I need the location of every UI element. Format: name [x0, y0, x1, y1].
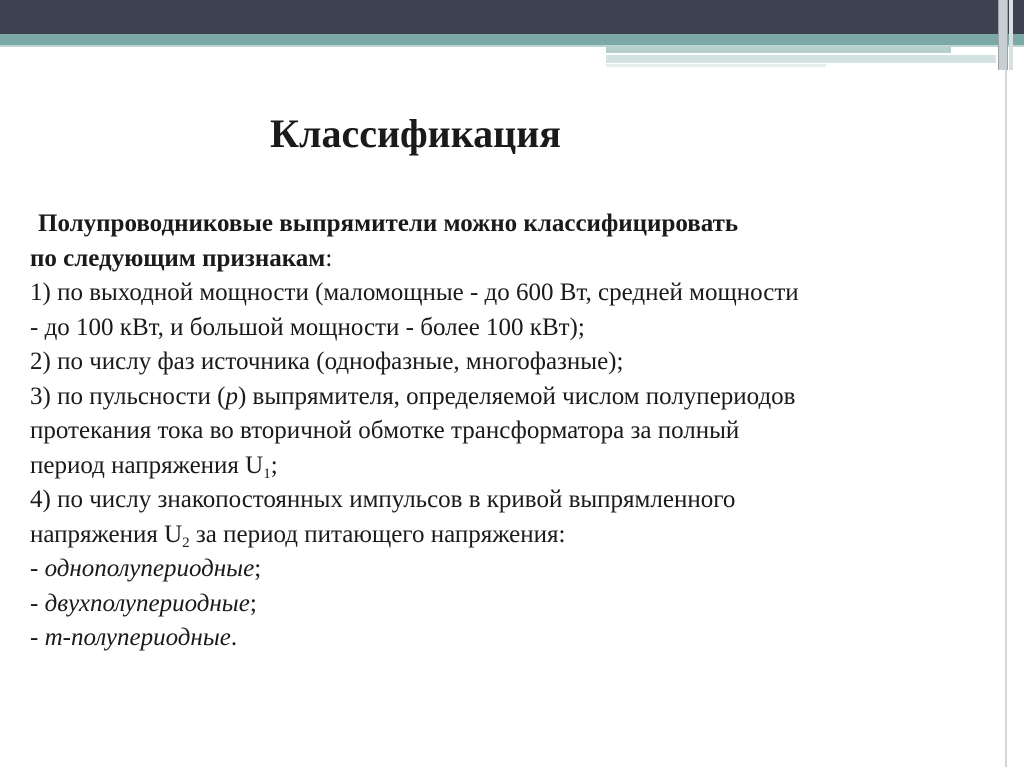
item-4-text: напряжения U	[30, 520, 183, 548]
item-3-text: ;	[270, 451, 278, 479]
header-teal-bar	[0, 34, 1024, 45]
slide-right-border	[1005, 70, 1007, 767]
intro-bold-text: по следующим признакам	[30, 244, 326, 272]
slide-title: Классификация	[270, 111, 561, 156]
sub-item-text: двухполупериодные	[44, 589, 250, 617]
sub-item-text: m-полупериодные	[44, 624, 231, 651]
item-2-line: 2) по числу фаз источника (однофазные, многофазные);	[30, 348, 624, 375]
sub-item-line	[30, 621, 1002, 656]
item-3-text: период напряжения U	[30, 451, 264, 479]
item-4-text: за период питающего напряжения:	[189, 520, 566, 548]
intro-line: Полупроводниковые выпрямители можно классифицировать	[38, 210, 739, 237]
item-4-line: 4) по числу знакопостоянных импульсов в кривой выпрямленного	[30, 486, 736, 513]
sub-item-dash: -	[30, 624, 45, 651]
item-3-line	[30, 380, 1002, 415]
item-3-line: протекания тока во вторичной обмотке трансформатора за полный	[30, 417, 740, 444]
intro-colon: :	[325, 244, 333, 272]
header-accent-stripe	[606, 47, 951, 53]
sub-item-line	[30, 552, 1002, 587]
header-right-column	[998, 0, 1008, 70]
header-accent-stripe	[606, 55, 996, 63]
subscript: 1	[263, 465, 271, 482]
item-4-line	[30, 518, 1002, 553]
header-right-column	[1009, 0, 1013, 70]
header-accent-stripe	[606, 64, 826, 67]
sub-item-end: ;	[249, 589, 257, 617]
sub-item-end: ;	[254, 555, 262, 582]
item-3-symbol-p: р	[225, 382, 238, 410]
slide-body	[30, 207, 1002, 656]
sub-item-dash: -	[30, 589, 45, 617]
item-3-text: ) выпрямителя, определяемой числом полупериодов	[237, 382, 796, 410]
sub-item-dash: -	[30, 555, 45, 582]
item-1-line: - до 100 кВт, и большой мощности - более 100 кВт);	[30, 313, 585, 341]
subscript: 2	[182, 534, 190, 551]
sub-item-end: .	[230, 624, 238, 651]
item-1-line: 1) по выходной мощности (маломощные - до 600 Вт, средней мощности	[30, 279, 799, 306]
sub-item-text: однополупериодные	[44, 555, 255, 582]
item-3-line	[30, 449, 1002, 484]
sub-item-line	[30, 587, 1002, 622]
intro-line	[30, 242, 1002, 277]
header-dark-bar	[0, 0, 1024, 34]
item-3-text: 3) по пульсности (	[30, 382, 226, 410]
